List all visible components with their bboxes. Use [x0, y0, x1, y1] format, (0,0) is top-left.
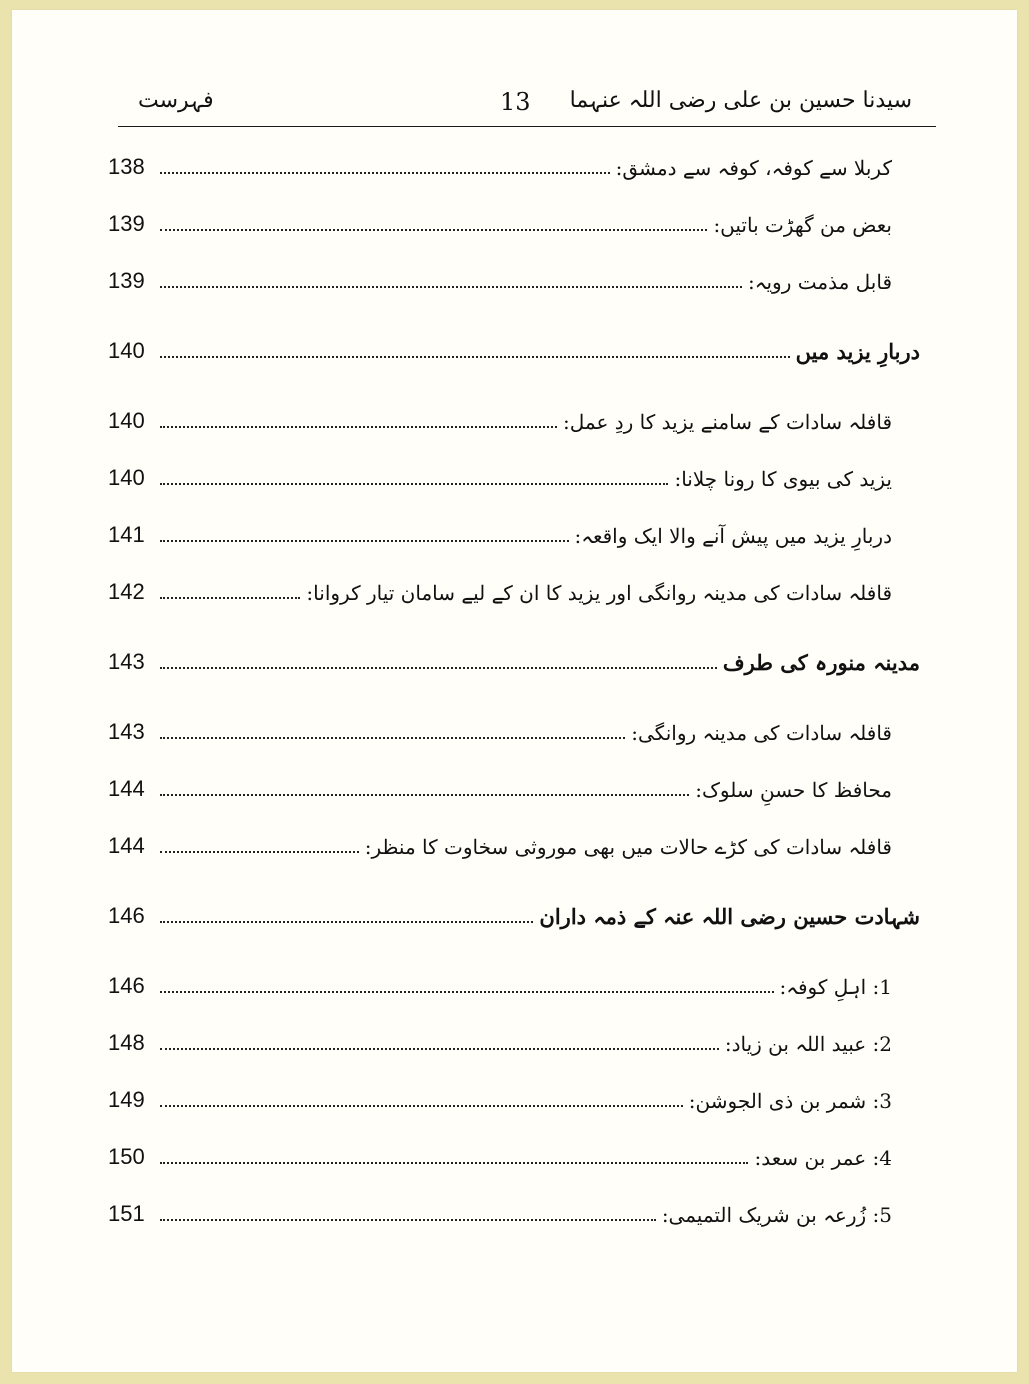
toc-title: 4: عمر بن سعد:: [754, 1146, 892, 1170]
leader-dots: [160, 1218, 656, 1221]
toc-page-number: 143: [108, 719, 145, 744]
leader-dots: [160, 920, 533, 923]
toc-page-number: 141: [108, 522, 145, 547]
leader-dots: [160, 228, 707, 231]
toc-page-number: 139: [108, 268, 145, 293]
toc-title: محافظ کا حسنِ سلوک:: [695, 778, 892, 802]
toc-entry[interactable]: [108, 965, 892, 999]
toc-title: قابل مذمت رویہ:: [748, 270, 892, 294]
leader-dots: [160, 1047, 719, 1050]
toc-entry[interactable]: [108, 146, 892, 180]
book-title: سیدنا حسین بن علی رضی اللہ عنہما: [569, 88, 912, 113]
leader-dots: [160, 171, 610, 174]
leader-dots: [160, 1104, 683, 1107]
toc-page-number: 142: [108, 579, 145, 604]
toc-page-number: 144: [108, 776, 145, 801]
toc-entry[interactable]: [108, 400, 892, 434]
toc-entry[interactable]: [108, 514, 892, 548]
leader-dots: [160, 736, 625, 739]
toc-chapter-entry[interactable]: [108, 641, 920, 675]
toc-entry[interactable]: [108, 457, 892, 491]
leader-dots: [160, 425, 557, 428]
leader-dots: [160, 990, 774, 993]
toc-entry[interactable]: [108, 768, 892, 802]
toc-entry[interactable]: [108, 825, 892, 859]
toc-page-number: 150: [108, 1144, 145, 1169]
toc-page-number: 139: [108, 211, 145, 236]
leader-dots: [160, 793, 689, 796]
toc-entry[interactable]: [108, 1136, 892, 1170]
toc-chapter-entry[interactable]: [108, 330, 920, 364]
toc-title: دربارِ یزید میں: [795, 339, 920, 364]
toc-page-number: 146: [108, 903, 145, 928]
toc-title: بعض من گھڑت باتیں:: [713, 213, 892, 237]
leader-dots: [160, 1161, 748, 1164]
toc-page-number: 140: [108, 408, 145, 433]
toc-title: 3: شمر بن ذی الجوشن:: [688, 1089, 892, 1113]
section-title: فہرست: [138, 88, 214, 113]
toc-page-number: 146: [108, 973, 145, 998]
toc-title: کربلا سے کوفہ، کوفہ سے دمشق:: [615, 156, 892, 180]
leader-dots: [160, 539, 569, 542]
toc-entry[interactable]: [108, 1079, 892, 1113]
toc-title: 5: زُرعہ بن شریک التمیمی:: [661, 1203, 892, 1227]
toc-page-number: 151: [108, 1201, 145, 1226]
toc-page-number: 138: [108, 154, 145, 179]
toc-title: 2: عبید اللہ بن زیاد:: [724, 1032, 892, 1056]
toc-entry[interactable]: [108, 571, 892, 605]
toc-title: قافلہ سادات کی مدینہ روانگی اور یزید کا ان کے لیے سامان تیار کروانا:: [306, 581, 892, 605]
leader-dots: [160, 596, 300, 599]
toc-entry[interactable]: [108, 1193, 892, 1227]
leader-dots: [160, 285, 742, 288]
toc-page-number: 140: [108, 338, 145, 363]
toc-page-number: 144: [108, 833, 145, 858]
toc-page-number: 149: [108, 1087, 145, 1112]
toc-entry[interactable]: [108, 260, 892, 294]
leader-dots: [160, 482, 668, 485]
leader-dots: [160, 850, 359, 853]
leader-dots: [160, 355, 790, 358]
toc-title: دربارِ یزید میں پیش آنے والا ایک واقعہ:: [574, 524, 892, 548]
page-number: 13: [500, 88, 531, 116]
toc-title: 1: اہلِ کوفہ:: [779, 975, 892, 999]
toc-title: قافلہ سادات کی کڑے حالات میں بھی موروثی سخاوت کا منظر:: [364, 835, 892, 859]
toc-entry[interactable]: [108, 1022, 892, 1056]
toc-page-number: 148: [108, 1030, 145, 1055]
toc-chapter-entry[interactable]: [108, 895, 920, 929]
toc-title: قافلہ سادات کی مدینہ روانگی:: [631, 721, 892, 745]
toc-page-number: 140: [108, 465, 145, 490]
toc-title: یزید کی بیوی کا رونا چلانا:: [674, 467, 892, 491]
toc-entry[interactable]: [108, 203, 892, 237]
leader-dots: [160, 666, 717, 669]
toc-title: مدینہ منورہ کی طرف: [722, 650, 920, 675]
toc-title: شہادت حسین رضی اللہ عنہ کے ذمہ داران: [539, 904, 920, 929]
toc-page-number: 143: [108, 649, 145, 674]
toc-title: قافلہ سادات کے سامنے یزید کا ردِ عمل:: [563, 410, 892, 434]
toc-entry[interactable]: [108, 711, 892, 745]
